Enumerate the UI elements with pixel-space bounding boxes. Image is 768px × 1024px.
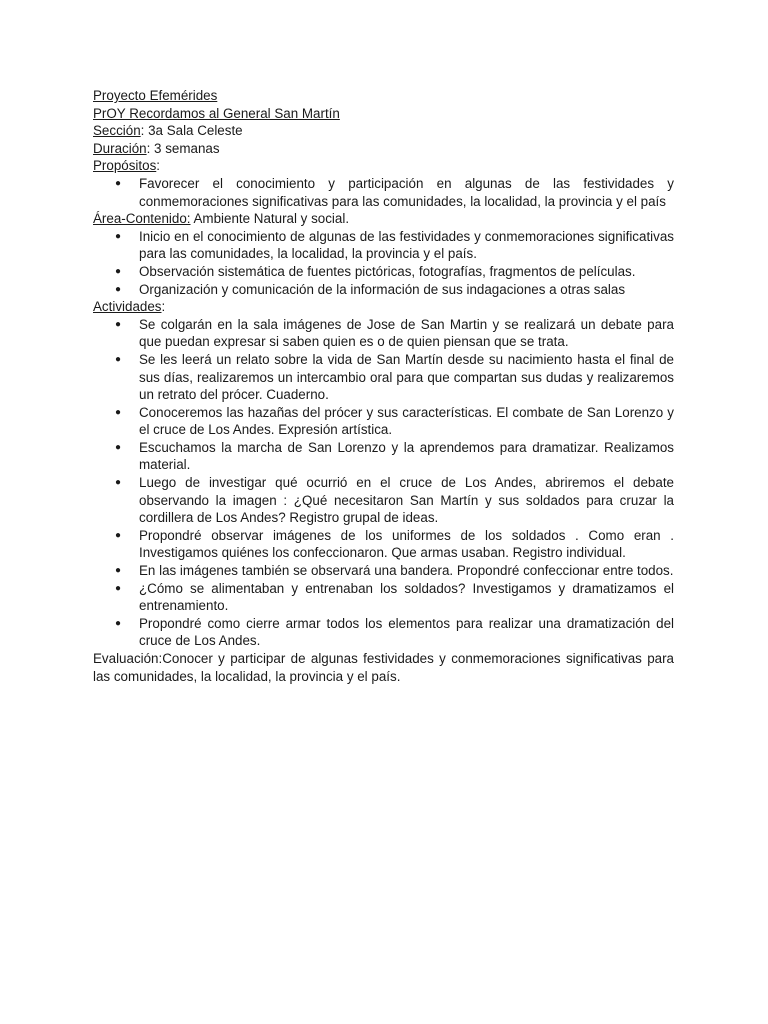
seccion-label: Sección [93, 123, 141, 139]
seccion-value: : 3a Sala Celeste [140, 123, 243, 139]
propositos-heading: Propósitos: [93, 158, 160, 174]
duracion-line [93, 140, 674, 158]
list-item: ● Favorecer el conocimiento y participación en algunas de las festividades y conmemoraciones significativas para las comunidades, la localidad, la provincia y el país [93, 175, 674, 210]
proy-title: PrOY Recordamos al General San Martín [93, 105, 340, 121]
list-item: ● Se colgarán en la sala imágenes de Jose de San Martin y se realizará un debate para que puedan expresar si saben quien es o de quien piensan que se trata. [93, 316, 674, 351]
list-item: ● Propondré observar imágenes de los uniformes de los soldados . Como eran . Investigamos quiénes los confeccionaron. Que armas usaban. Registro individual. [93, 527, 674, 562]
list-item: ● Propondré como cierre armar todos los elementos para realizar una dramatización del cruce de Los Andes. [93, 615, 674, 650]
evaluacion-paragraph: Evaluación:Conocer y participar de algunas festividades y conmemoraciones significativas para las comunidades, la localidad, la provincia y el país. [93, 651, 674, 684]
actividades-list [93, 316, 674, 650]
duracion-value: : 3 semanas [146, 140, 220, 156]
area-heading: Área-Contenido: Ambiente Natural y social. [93, 211, 350, 227]
list-item: ● Luego de investigar qué ocurrió en el cruce de Los Andes, abriremos el debate observando la imagen : ¿Qué necesitaron San Martín y sus soldados para cruzar la cordillera de Los Andes? Registro grupal de ideas. [93, 474, 674, 527]
list-item: ● Conoceremos las hazañas del prócer y sus características. El combate de San Lorenzo y el cruce de Los Andes. Expresión artística. [93, 404, 674, 439]
list-item: ● Observación sistemática de fuentes pictóricas, fotografías, fragmentos de películas. [93, 263, 674, 281]
propositos-list [93, 175, 674, 210]
duracion-label: Duración [93, 140, 147, 156]
list-item: ● Escuchamos la marcha de San Lorenzo y la aprendemos para dramatizar. Realizamos material. [93, 439, 674, 474]
seccion-line [93, 122, 674, 140]
list-item: ● ¿Cómo se alimentaban y entrenaban los soldados? Investigamos y dramatizamos el entrenamiento. [93, 580, 674, 615]
actividades-heading: Actividades: [93, 299, 166, 315]
project-title: Proyecto Efemérides [93, 88, 218, 103]
document-body [93, 87, 674, 685]
list-item: ● En las imágenes también se observará una bandera. Propondré confeccionar entre todos. [93, 562, 674, 580]
area-list [93, 228, 674, 298]
list-item: ● Se les leerá un relato sobre la vida de San Martín desde su nacimiento hasta el final de sus días, realizaremos un intercambio oral para que compartan sus dudas y realizaremos un retrato del prócer. Cuaderno. [93, 351, 674, 404]
list-item: ● Organización y comunicación de la información de sus indagaciones a otras salas [93, 281, 674, 299]
list-item: ● Inicio en el conocimiento de algunas de las festividades y conmemoraciones significativas para las comunidades, la localidad, la provincia y el país. [93, 228, 674, 263]
